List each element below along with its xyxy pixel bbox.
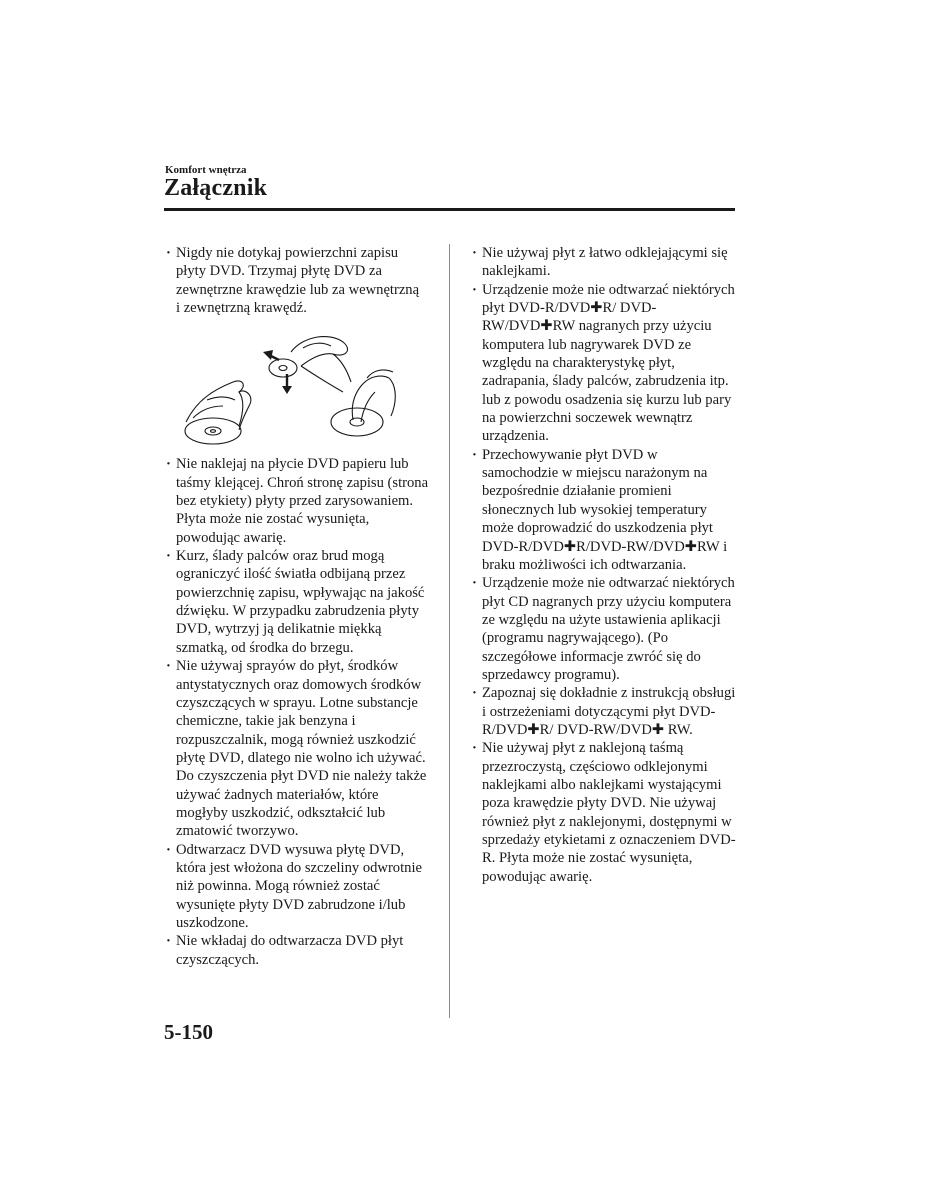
list-item: · Nigdy nie dotykaj powierzchni zapisu płyty DVD. Trzymaj płytę DVD za zewnętrzne krawędzie lub za wewnętrzną i zewnętrzną krawędź. [166,244,424,317]
list-item: · Zapoznaj się dokładnie z instrukcją obsługi i ostrzeżeniami dotyczącymi płyt DVD-R/DVD✚R/ DVD-RW/DVD✚ RW. [472,684,736,739]
page-number: 5-150 [164,1020,213,1044]
list-item: · Nie wkładaj do odtwarzacza DVD płyt czyszczących. [166,932,432,969]
list-item: · Urządzenie może nie odtwarzać niektórych płyt DVD-R/DVD✚R/ DVD-RW/DVD✚RW nagranych przy użyciu komputera lub nagrywarek DVD ze względu na charakterystykę płyt, zadrapania, ślady palców, zabrudzenia itp. lub z powodu osadzenia się kurzu lub pary na powierzchni soczewek wewnątrz urządzenia. [472,281,736,446]
list-item: · Nie używaj płyt z łatwo odklejającymi się naklejkami. [472,244,736,281]
list-item: · Odtwarzacz DVD wysuwa płytę DVD, która jest włożona do szczeliny odwrotnie niż powinna. Mogą również zostać wysunięte płyty DVD zabrudzone i/lub uszkodzone. [166,841,432,933]
list-item: · Nie używaj płyt z naklejoną taśmą przezroczystą, częściowo odklejonymi naklejkami albo naklejkami wystającymi poza krawędzie płyty DVD. Nie używaj również płyt z naklejonymi, dostępnymi w sprzedaży etykietami z oznaczeniem DVD-R. Płyta może nie zostać wysunięta, powodując awarię. [472,739,736,886]
title-rule [164,208,735,211]
cloth-wipe-icon [263,337,351,394]
hand-holding-disc-icon [185,381,251,444]
list-item: · Nie używaj sprayów do płyt, środków antystatycznych oraz domowych środków czyszczących w sprayu. Lotne substancje chemiczne, takie jak benzyna i rozpuszczalnik, mogą również uszkodzić płytę DVD, dlatego nie wolno ich używać. Do czyszczenia płyt DVD nie należy także używać żadnych materiałów, które mogłyby uszkodzić, odkształcić lub zmatowić tworzywo. [166,657,432,840]
finger-on-disc-icon [331,370,395,436]
right-column [472,244,736,886]
list-item: · Przechowywanie płyt DVD w samochodzie w miejscu narażonym na bezpośrednie działanie promieni słonecznych lub wysokiej temperatury może doprowadzić do uszkodzenia płyt DVD-R/DVD✚R/DVD-RW/DVD✚RW i braku możliwości ich odtwarzania. [472,446,736,574]
section-label: Komfort wnętrza [165,164,247,176]
list-item: · Kurz, ślady palców oraz brud mogą ograniczyć ilość światła odbijaną przez powierzchnię zapisu, wpływając na jakość dźwięku. W przypadku zabrudzenia płyty DVD, wytrzyj ją delikatnie miękką szmatką, od środka do brzegu. [166,547,432,657]
list-item: · Nie naklejaj na płycie DVD papieru lub taśmy klejącej. Chroń stronę zapisu (strona bez etykiety) płyty przed zarysowaniem. Płyta może nie zostać wysunięta, powodując awarię. [166,455,432,547]
page-title: Załącznik [164,175,268,201]
dvd-handling-illustration [183,330,413,452]
column-divider [449,244,450,1018]
list-item: · Urządzenie może nie odtwarzać niektórych płyt CD nagranych przy użyciu komputera ze względu na użyte ustawienia aplikacji (programu nagrywającego). (Po szczegółowe informacje zwróć się do sprzedawcy programu). [472,574,736,684]
